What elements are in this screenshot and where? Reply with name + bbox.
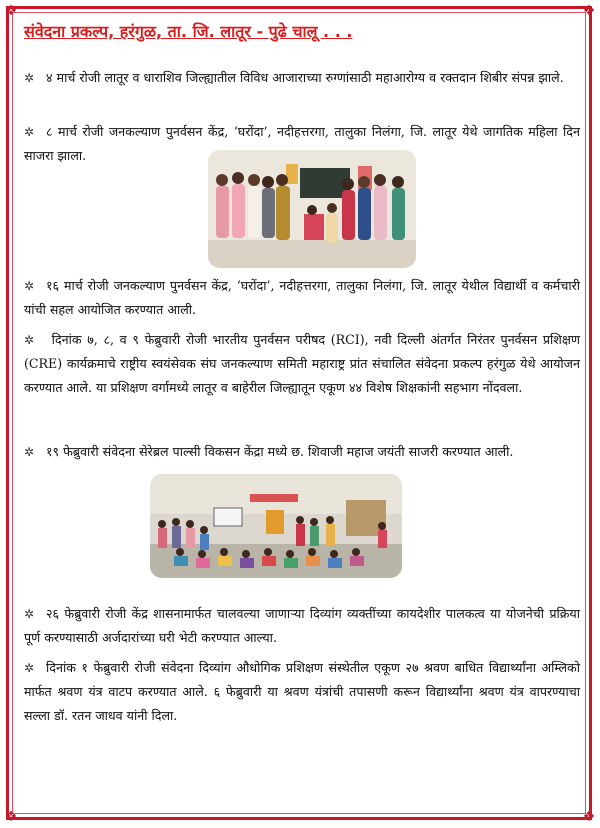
corner-ornament: ❖ — [4, 3, 18, 19]
list-item: ✲ ४ मार्च रोजी लातूर व धाराशिव जिल्ह्यातील विविध आजाराच्या रुग्णांसाठी महाआरोग्य व रक्तदान शिबीर संपन्न झाले. — [24, 66, 580, 90]
bullet-icon: ✲ — [24, 333, 35, 347]
bullet-icon: ✲ — [24, 661, 35, 675]
page-title: संवेदना प्रकल्प, हरंगुळ, ता. जि. लातूर - पुढे चालू . . . — [24, 22, 353, 41]
bullet-icon: ✲ — [24, 445, 35, 459]
corner-ornament: ❖ — [582, 809, 596, 825]
corner-ornament: ❖ — [4, 809, 18, 825]
womens-day-photo — [208, 150, 416, 268]
corner-ornament: ❖ — [582, 3, 596, 19]
bullet-icon: ✲ — [24, 125, 35, 139]
list-item: ✲ दिनांक १ फेब्रुवारी रोजी संवेदना दिव्यांग औधोगिक प्रशिक्षण संस्थेतील एकूण २७ श्रवण बाधित विद्यार्थ्यांना अम्लिको मार्फत श्रवण यंत्र वाटप करण्यात आले. ६ फेब्रुवारी या श्रवण यंत्रांची तपासणी करून विद्यार्थ्यांना श्रवण यंत्र वापरण्याचा सल्ला डॉ. रतन जाधव यांनी दिला. — [24, 656, 580, 728]
bullet-icon: ✲ — [24, 279, 35, 293]
shivaji-jayanti-photo — [150, 474, 402, 578]
list-item: ✲ १६ मार्च रोजी जनकल्याण पुनर्वसन केंद्र, ‘घरोंदा’, नदीहत्तरगा, तालुका निलंगा, जि. लातूर येथील विद्यार्थी व कर्मचारी यांची सहल आयोजित करण्यात आली. — [24, 274, 580, 322]
list-item: ✲ ८ मार्च रोजी जनकल्याण पुनर्वसन केंद्र, ‘घरोंदा’, नदीहत्तरगा, तालुका निलंगा, जि. लातूर येथे जागतिक महिला दिन साजरा झाला. — [24, 120, 580, 168]
list-item: ✲ २६ फेब्रुवारी रोजी केंद्र शासनामार्फत चालवल्या जाणाऱ्या दिव्यांग व्यक्तींच्या कायदेशीर पालकत्व या योजनेची प्रक्रिया पूर्ण करण्यासाठी अर्जदारांच्या घरी भेटी करण्यात आल्या. — [24, 602, 580, 650]
bullet-icon: ✲ — [24, 71, 35, 85]
list-item: ✲ १९ फेब्रुवारी संवेदना सेरेब्रल पाल्सी विकसन केंद्रा मध्ये छ. शिवाजी महाज जयंती साजरी करण्यात आली. — [24, 440, 580, 464]
list-item: ✲ दिनांक ७, ८, व ९ फेब्रुवारी रोजी भारतीय पुनर्वसन परीषद (RCI), नवी दिल्ली अंतर्गत निरंतर पुनर्वसन प्रशिक्षण (CRE) कार्यक्रमाचे राष्ट्रीय स्वयंसेवक संघ जनकल्याण समिती महाराष्ट्र प्रांत संचालित संवेदना प्रकल्प हरंगुळ येथे आयोजन करण्यात आले. या प्रशिक्षण वर्गामध्ये लातूर व बाहेरील जिल्ह्यातून एकूण ४४ विशेष शिक्षकांनी सहभाग नोंदवला. — [24, 328, 580, 400]
bullet-icon: ✲ — [24, 607, 35, 621]
